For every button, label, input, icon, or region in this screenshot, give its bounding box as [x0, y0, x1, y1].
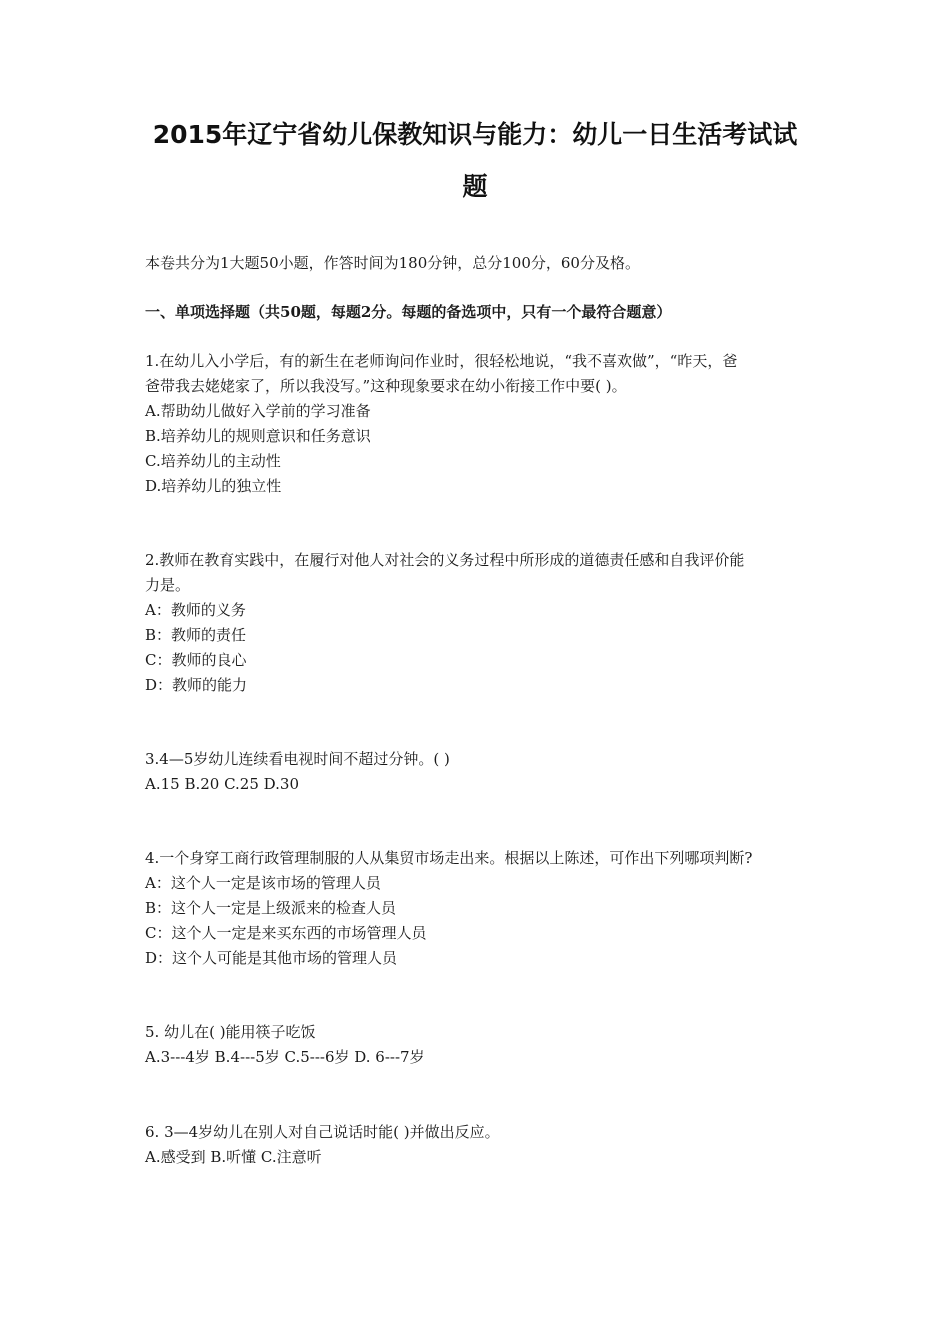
document-title-line-2: 题 [462, 172, 488, 201]
question-3 [145, 747, 815, 797]
question-text-line: 力是。 [145, 576, 191, 594]
answer-option: A.帮助幼儿做好入学前的学习准备 [145, 402, 371, 420]
answer-option: A.15 B.20 C.25 D.30 [145, 775, 300, 793]
question-text-line: 3.4—5岁幼儿连续看电视时间不超过分钟。( ) [145, 750, 450, 768]
answer-option: B.培养幼儿的规则意识和任务意识 [145, 427, 371, 445]
answer-option: B：教师的责任 [145, 626, 247, 644]
question-text-line: 爸带我去姥姥家了，所以我没写。”这种现象要求在幼小衔接工作中要( )。 [145, 377, 627, 395]
question-6 [145, 1120, 815, 1170]
question-2 [145, 548, 815, 698]
question-5 [145, 1020, 815, 1070]
question-text-line: 4.一个身穿工商行政管理制服的人从集贸市场走出来。根据以上陈述，可作出下列哪项判断? [145, 849, 753, 867]
answer-option: C：教师的良心 [145, 651, 247, 669]
question-text-line: 5. 幼儿在( )能用筷子吃饭 [145, 1023, 316, 1041]
document-title-line-1: 2015年辽宁省幼儿保教知识与能力：幼儿一日生活考试试 [152, 120, 798, 149]
answer-option: A.3---4岁 B.4---5岁 C.5---6岁 D. 6---7岁 [145, 1048, 425, 1066]
question-text-line: 6. 3—4岁幼儿在别人对自己说话时能( )并做出反应。 [145, 1123, 500, 1141]
answer-option: C：这个人一定是来买东西的市场管理人员 [145, 924, 427, 942]
section-heading: 一、单项选择题（共50题，每题2分。每题的备选项中，只有一个最符合题意） [145, 303, 672, 321]
question-text-line: 2.教师在教育实践中，在履行对他人对社会的义务过程中所形成的道德责任感和自我评价能 [145, 551, 745, 569]
answer-option: D.培养幼儿的独立性 [145, 477, 282, 495]
answer-option: A.感受到 B.听懂 C.注意听 [145, 1148, 322, 1166]
question-text-line: 1.在幼儿入小学后，有的新生在老师询问作业时，很轻松地说，“我不喜欢做”，“昨天，爸 [145, 352, 738, 370]
answer-option: D：这个人可能是其他市场的管理人员 [145, 949, 398, 967]
answer-option: C.培养幼儿的主动性 [145, 452, 281, 470]
answer-option: A：教师的义务 [145, 601, 246, 619]
answer-option: A：这个人一定是该市场的管理人员 [145, 874, 381, 892]
question-4 [145, 846, 815, 971]
answer-option: B：这个人一定是上级派来的检查人员 [145, 899, 397, 917]
answer-option: D：教师的能力 [145, 676, 248, 694]
exam-intro: 本卷共分为1大题50小题，作答时间为180分钟，总分100分，60分及格。 [145, 254, 640, 272]
question-1 [145, 349, 815, 499]
